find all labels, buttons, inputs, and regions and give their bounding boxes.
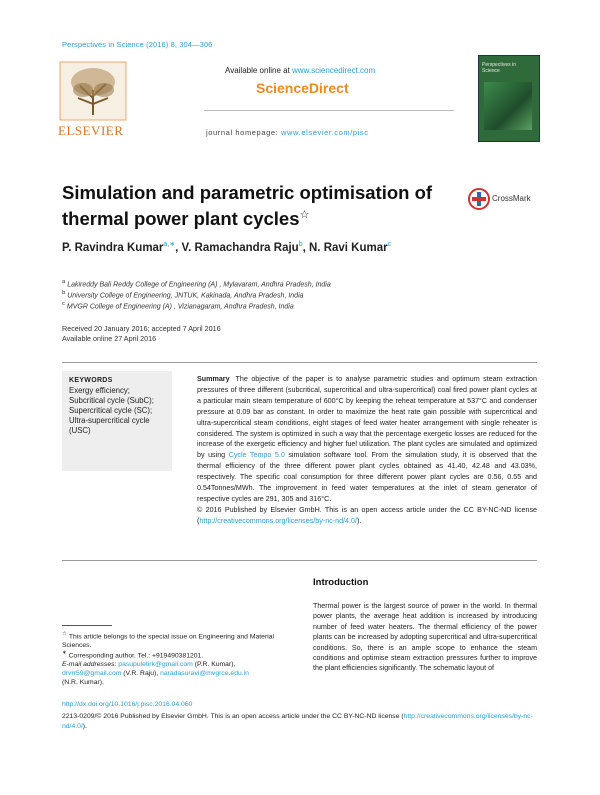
abstract bbox=[197, 374, 537, 527]
keyword: Ultra-supercritical cycle (USC) bbox=[69, 416, 150, 435]
journal-home-link[interactable]: www.elsevier.com/pisc bbox=[281, 128, 369, 137]
sciencedirect-link[interactable]: www.sciencedirect.com bbox=[292, 66, 376, 75]
license-footer bbox=[62, 712, 537, 731]
software-link[interactable]: Cycle Tempo 5.0 bbox=[228, 451, 285, 460]
journal-homepage bbox=[206, 128, 369, 137]
author-name: P. Ravindra Kumar bbox=[62, 241, 164, 254]
copyright-text: © 2016 Published by Elsevier GmbH. This is an open access article under the CC BY-NC-ND license ( bbox=[197, 505, 537, 525]
crossmark-label: CrossMark bbox=[492, 194, 531, 203]
keyword: Supercritical cycle (SC); bbox=[69, 406, 153, 415]
author-sup[interactable]: a,∗ bbox=[163, 241, 176, 248]
footnote-text: Corresponding author. Tel.: +919490381201. bbox=[68, 652, 204, 660]
crossmark-badge[interactable] bbox=[468, 188, 548, 210]
available-prefix: Available online at bbox=[225, 66, 293, 75]
journal-reference: Perspectives in Science (2016) 8, 304—306 bbox=[62, 40, 213, 49]
summary-text: The objective of the paper is to analyse parametric studies and optimum steam extraction pressures of three different (subcritical, supercritical and ultra-supercritical) coal fired power plant cycles at a particular main steam temperature of 600°C by keeping the reheat temperature at 537°C and condenser pressure at 0.09 bar as constant. In order to maximize the heat rate gain possible with supercritical and ultra-supercritical steam conditions, eight stages of feed water heater arrangement with single reheater is considered. The system is optimized in such a way that the percentage exergetic losses are reduced for the increase of the exergetic efficiency and higher fuel utilization. The plant cycles are simulated and optimized by using bbox=[197, 375, 537, 460]
article-dates bbox=[62, 324, 221, 344]
affiliation bbox=[62, 279, 331, 288]
email-link[interactable]: pasupuletirk@gmail.com bbox=[118, 661, 193, 669]
available-online-date: Available online 27 April 2016 bbox=[62, 334, 157, 343]
affiliation bbox=[62, 290, 304, 299]
section-heading: Introduction bbox=[313, 577, 369, 588]
title-text: Simulation and parametric optimisation of thermal power plant cycles bbox=[62, 182, 433, 230]
author-name: V. Ramachandra Raju bbox=[181, 241, 299, 254]
license-link[interactable]: http://creativecommons.org/licenses/by-nc-nd/4.0/ bbox=[62, 713, 533, 730]
email-link[interactable]: drvrr59@gmail.com bbox=[62, 670, 122, 678]
affiliation-sup: c bbox=[62, 301, 65, 307]
sciencedirect-logo: ScienceDirect bbox=[256, 80, 349, 96]
received-date: Received 20 January 2016; accepted 7 April 2016 bbox=[62, 324, 221, 333]
affiliation-text: MVGR College of Engineering (A) , Vizianagaram, Andhra Pradesh, India bbox=[66, 303, 294, 311]
keywords-title: KEYWORDS bbox=[69, 377, 113, 384]
email-link[interactable]: naradasuravi@mvgrce.edu.in bbox=[160, 670, 249, 678]
footnote-corresponding bbox=[62, 649, 287, 687]
cover-title: Perspectives in Science bbox=[482, 62, 516, 74]
author-name: N. Ravi Kumar bbox=[309, 241, 388, 254]
affiliation-sup: b bbox=[62, 290, 66, 296]
title-footnote-mark: ☆ bbox=[299, 209, 310, 221]
email-owner: (N.R. Kumar). bbox=[62, 679, 104, 687]
doi-link[interactable]: http://dx.doi.org/10.1016/j.pisc.2016.04.060 bbox=[62, 701, 193, 708]
keyword: Subcritical cycle (SubC); bbox=[69, 396, 154, 405]
footnote-mark: ∗ bbox=[62, 650, 67, 656]
author-list: P. Ravindra Kumar$^{a,∗}$, V. Ramachandra Raju$^b$, N. Ravi Kumar$^c$ bbox=[62, 241, 392, 254]
license-end: ). bbox=[82, 722, 87, 730]
keywords-box bbox=[62, 371, 172, 471]
author-sup[interactable]: c bbox=[387, 241, 392, 248]
email-label: E-mail addresses: bbox=[62, 661, 119, 669]
copyright-end: ). bbox=[356, 516, 362, 525]
journal-home-label: journal homepage: bbox=[206, 128, 282, 137]
email-owner: (V.R. Raju), bbox=[121, 670, 161, 678]
section-divider bbox=[62, 560, 537, 561]
affiliation bbox=[62, 301, 294, 310]
footnote-divider bbox=[62, 625, 112, 626]
intro-paragraph: Thermal power is the largest source of power in the world. In thermal power plants, the average heat addition is increased by introducing number of feed water heaters. The thermal efficiency of the power plants can be increased by adopting supercritical and ultra-supercritical conditions. So, there is an ample scope to enhance the steam conditions and optimise steam extraction pressures further to improve the plant efficiencies significantly. The schematic layout of bbox=[313, 602, 537, 673]
section-divider bbox=[62, 362, 537, 363]
affiliation-text: Lakireddy Bali Reddy College of Engineering (A) , Mylavaram, Andhra Pradesh, India bbox=[67, 281, 331, 289]
available-online bbox=[225, 66, 375, 75]
footnote-text: This article belongs to the special issue on Engineering and Material Sciences. bbox=[62, 633, 275, 650]
license-link[interactable]: http://creativecommons.org/licenses/by-nc-nd/4.0/ bbox=[199, 516, 357, 525]
license-text: 2213-0209/© 2016 Published by Elsevier GmbH. This is an open access article under the CC BY-NC-ND license ( bbox=[62, 713, 404, 720]
summary-text-cont: simulation software tool. From the simulation study, it is observed that the thermal efficiency of the three different power plant cycles obtained as 41.40, 42.48 and 43.03%, respectively. The specific coal consumption for three different power plant cycles are 0.56, 0.55 and 0.54Tonnes/MWh. The improvement in feed water temperatures at the inlet of steam generator of respective cycles are 291, 305 and 316°C. bbox=[197, 451, 537, 503]
crossmark-icon bbox=[468, 188, 490, 210]
cover-image bbox=[484, 82, 532, 130]
author-sup[interactable]: b bbox=[298, 241, 303, 248]
header-divider bbox=[204, 110, 454, 111]
footnote-special-issue bbox=[62, 630, 287, 650]
affiliation-sup: a bbox=[62, 279, 66, 285]
footnote-mark: ☆ bbox=[62, 631, 68, 637]
summary-label: Summary bbox=[197, 375, 230, 383]
email-owner: (P.R. Kumar), bbox=[192, 661, 236, 669]
publisher-name: ELSEVIER bbox=[58, 123, 124, 138]
article-title bbox=[62, 182, 442, 230]
keyword: Exergy efficiency; bbox=[69, 386, 130, 395]
affiliation-text: University College of Engineering, JNTUK, Kakinada, Andhra Pradesh, India bbox=[67, 292, 304, 300]
